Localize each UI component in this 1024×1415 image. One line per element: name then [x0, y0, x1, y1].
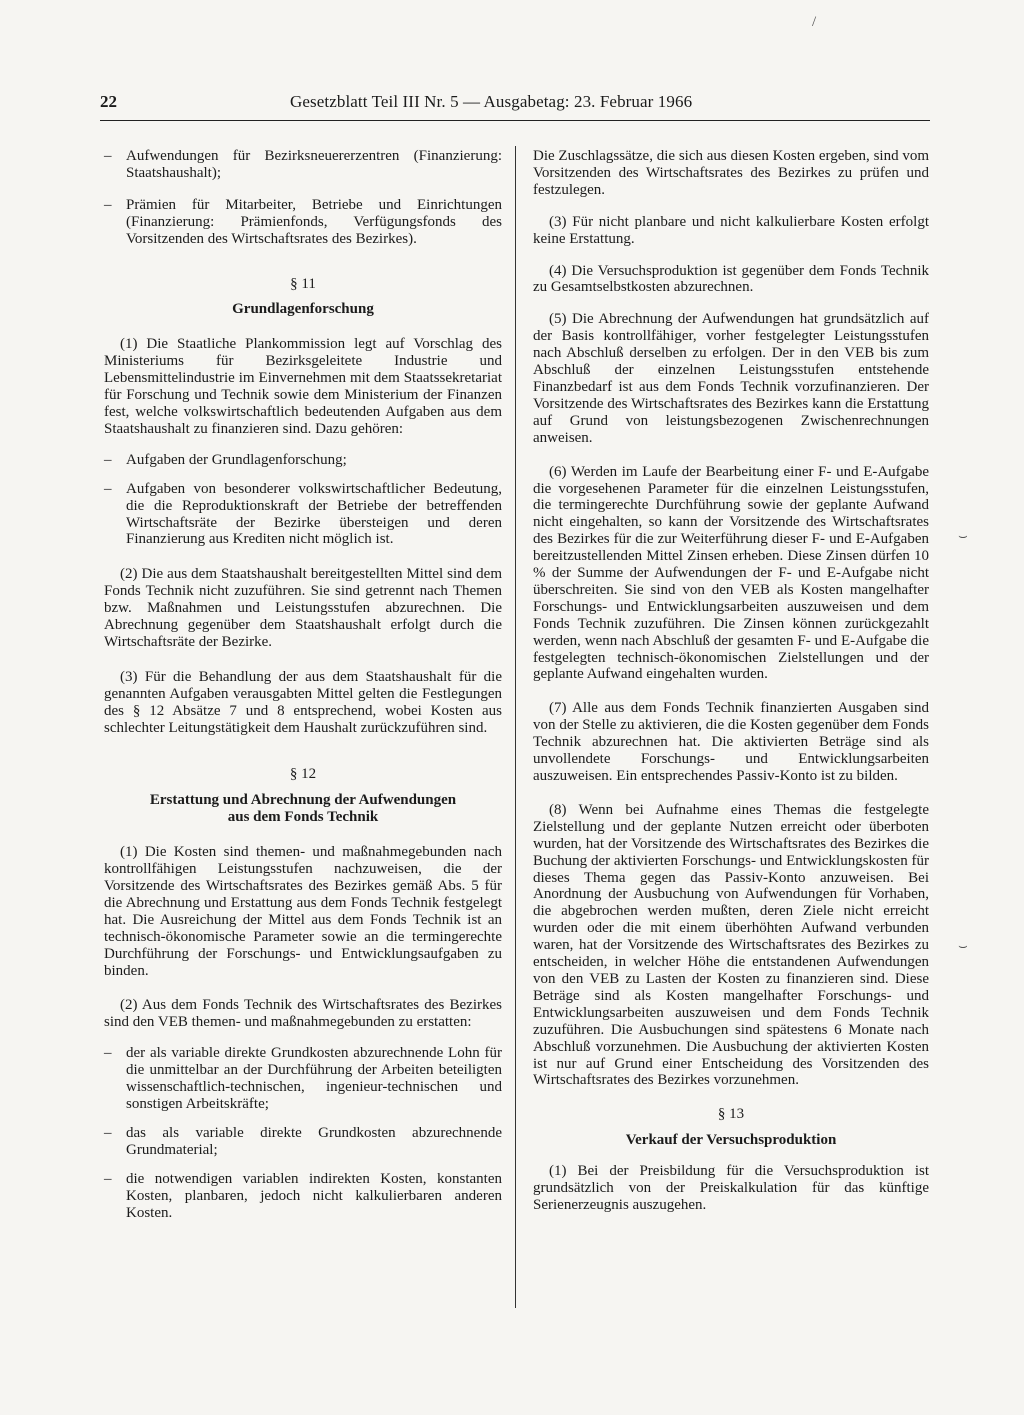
list-item: – das als variable direkte Grundkosten abzurechnende Grundmaterial;: [104, 1125, 502, 1159]
section-heading-13: [533, 1106, 929, 1149]
paragraph: (4) Die Versuchsproduktion ist gegenüber dem Fonds Technik zu Gesamtselbstkosten abzurechnen.: [533, 262, 929, 296]
right-column: [533, 148, 929, 1229]
list-item: – Aufgaben von besonderer volkswirtschaftlicher Bedeutung, die die Reproduktionskraft der Betriebe der betreffenden Wirtschaftsräte der Bezirke übersteigen und deren Finanzierung aus Krediten nicht möglich ist.: [104, 481, 502, 549]
scan-mark-margin: ⌣: [958, 529, 968, 545]
list-item: – Prämien für Mitarbeiter, Betriebe und Einrichtungen (Finanzierung: Prämienfonds, Verfügungsfonds des Vorsitzenden des Wirtschaftsrates des Bezirkes).: [104, 197, 502, 248]
section-number: § 12: [289, 766, 317, 783]
section-heading-11: [104, 276, 502, 319]
paragraph: (2) Aus dem Fonds Technik des Wirtschaftsrates des Bezirkes sind den VEB themen- und maßnahmegebunden zu erstatten:: [104, 997, 502, 1031]
section-number: § 11: [290, 275, 316, 292]
section-heading-12: [104, 766, 502, 826]
paragraph: (2) Die aus dem Staatshaushalt bereitgestellten Mittel sind dem Fonds Technik nicht zuzuführen. Sie sind getrennt nach Themen bzw. Maßnahmen und Leistungsstufen abzurechnen. Die Abrechnung gegenüber dem Staatshaushalt erfolgt durch die Wirtschaftsräte der Bezirke.: [104, 566, 502, 650]
section-title: Verkauf der Versuchsproduktion: [625, 1132, 837, 1149]
list-item: – Aufwendungen für Bezirksneuererzentren (Finanzierung: Staatshaushalt);: [104, 148, 502, 182]
running-title: Gesetzblatt Teil III Nr. 5 — Ausgabetag: 23. Februar 1966: [290, 92, 693, 111]
page-number: 22: [100, 92, 117, 111]
paragraph: Die Zuschlagssätze, die sich aus diesen Kosten ergeben, sind vom Vorsitzenden des Wirtschaftsrates des Bezirkes zu prüfen und festzulegen.: [533, 148, 929, 198]
paragraph: (8) Wenn bei Aufnahme eines Themas die festgelegte Zielstellung und der geplante Nutzen erreicht oder überboten wurden, hat der Vorsitzende des Wirtschaftsrates des Bezirkes die Buchung der aktivierten Forschungs- und Entwicklungskosten für dieses Thema gegen das Passiv-Konto anzuweisen. Bei Anordnung der Ausbuchung von Aufwendungen für Vorhaben, die abgebrochen werden mußten, deren Ziele nicht erreicht wurden oder die mit einem überhöhten Aufwand verbunden waren, hat der Vorsitzende des Wirtschaftsrates des Bezirkes zu entscheiden, in welcher Höhe die entstandenen Aufwendungen von den VEB zu Lasten der Kosten zu finanzieren sind. Diese Beträge sind als Kosten mangelhafter Forschungs- und Entwicklungsarbeiten auszuweisen und dem Fonds Technik zuzuführen. Die Ausbuchungen sind spätestens 6 Monate nach Abschluß vorzunehmen. Die Ausbuchung der aktivierten Kosten ist nur auf Grund einer Entscheidung des Vorsitzenden des Wirtschaftsrates des Bezirkes vorzunehmen.: [533, 801, 929, 1089]
paragraph: (7) Alle aus dem Fonds Technik finanzierten Ausgaben sind von der Stelle zu aktivieren, die die Kosten gegenüber dem Fonds Technik abzurechnen hat. Die aktivierten Beträge sind als unvollendete Forschungs- und Entwicklungsarbeiten auszuweisen. Ein entsprechendes Passiv-Konto ist zu bilden.: [533, 700, 929, 784]
scan-mark-top: /: [812, 14, 817, 30]
section-title-line-2: aus dem Fonds Technik: [227, 809, 379, 826]
paragraph: (1) Die Kosten sind themen- und maßnahmegebunden nach kontrollfähigen Leistungsstufen nachzuweisen, die der Vorsitzende des Wirtschaftsrates des Bezirkes gemäß Abs. 5 für die Abrechnung und Erstattung aus dem Fonds Technik festgelegt hat. Die Ausreichung der Mittel aus dem Fonds Technik ist an technisch-ökonomische Parameter sowie an die termingerechte Durchführung der Forschungs- und Entwicklungsaufgaben zu binden.: [104, 844, 502, 979]
list-item: – der als variable direkte Grundkosten abzurechnende Lohn für die unmittelbar an der Durchführung der Arbeiten beteiligten wissenschaftlich-technischen, ingenieur-technischen und sonstigen Arbeitskräfte;: [104, 1045, 502, 1113]
paragraph: (3) Für nicht planbare und nicht kalkulierbare Kosten erfolgt keine Erstattung.: [533, 213, 929, 247]
paragraph: (1) Die Staatliche Plankommission legt auf Vorschlag des Ministeriums für Bezirksgeleitete Industrie und Lebensmittelindustrie im Einvernehmen mit dem Staatssekretariat für Forschung und Technik sowie dem Ministerium der Finanzen fest, welche volkswirtschaftlich bedeutenden Aufgaben aus dem Staatshaushalt zu finanzieren sind. Dazu gehören:: [104, 336, 502, 437]
section-title-line-1: Erstattung und Abrechnung der Aufwendungen: [149, 792, 457, 809]
scan-mark-margin: ⌣: [958, 939, 968, 955]
page-header: [100, 90, 930, 121]
left-column: [104, 148, 502, 1236]
section-number: § 13: [717, 1106, 745, 1123]
paragraph: (6) Werden im Laufe der Bearbeitung einer F- und E-Aufgabe die vorgesehenen Parameter für die einzelnen Leistungsstufen, die termingerechte Durchführung sowie der geplante Aufwand nicht eingehalten, so kann der Vorsitzende des Wirtschaftsrates des Bezirkes für die zur Weiterführung dieser F- und E-Aufgaben bereitzustellenden Mittel Zinsen erheben. Diese Zinsen dürfen 10 % der Summe der Aufwendungen der F- und E-Aufgabe nicht überschreiten. Sie sind von den VEB als Kosten mangelhafter Forschungs- und Entwicklungsarbeiten auszuweisen und dem Fonds Technik zuzuführen. Die Zinsen können zurückgezahlt werden, wenn nach Abschluß der gesamten F- und E-Aufgabe die festgelegten technisch-ökonomischen Zielstellungen und der geplante Aufwand eingehalten wurden.: [533, 463, 929, 683]
section-title: Grundlagenforschung: [232, 301, 374, 318]
column-divider: [515, 146, 516, 1308]
list-item: – die notwendigen variablen indirekten Kosten, konstanten Kosten, planbaren, jedoch nicht kalkulierbaren anderen Kosten.: [104, 1171, 502, 1222]
paragraph: (5) Die Abrechnung der Aufwendungen hat grundsätzlich auf der Basis kontrollfähiger, vorher festgelegter Leistungsstufen nach Abschluß derselben zu erfolgen. Der in den VEB bis zum Abschluß der einzelnen Leistungsstufen entstehende Finanzbedarf ist aus dem Fonds Technik vorzufinanzieren. Der Vorsitzende des Wirtschaftsrates des Bezirkes kann die Erstattung auf Grund von leistungsbezogenen Zwischenrechnungen anweisen.: [533, 311, 929, 446]
paragraph: (1) Bei der Preisbildung für die Versuchsproduktion ist grundsätzlich von der Preiskalkulation für das künftige Serienerzeugnis auszugehen.: [533, 1163, 929, 1213]
list-item: – Aufgaben der Grundlagenforschung;: [104, 452, 502, 469]
paragraph: (3) Für die Behandlung der aus dem Staatshaushalt für die genannten Aufgaben verausgabten Mittel gelten die Festlegungen des § 12 Absätze 7 und 8 entsprechend, wobei Kosten aus schlechter Leitungstätigkeit dem Haushalt zurückzuführen sind.: [104, 668, 502, 736]
